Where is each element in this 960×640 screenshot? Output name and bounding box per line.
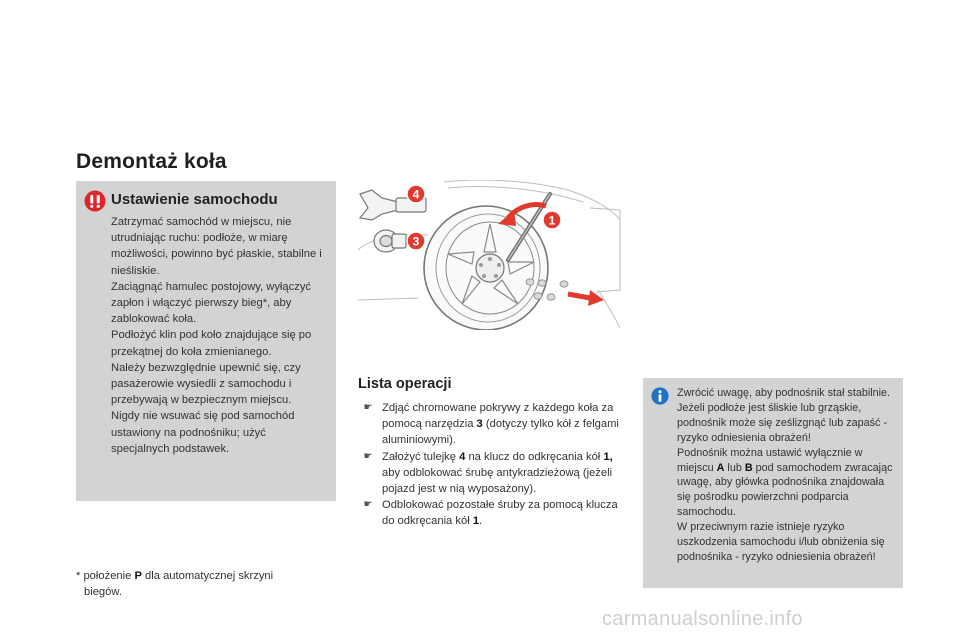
info-paragraph: Zwrócić uwagę, aby podnośnik stał stabilnie. Jeżeli podłoże jest śliskie lub grząskie, podnośnik może się ześlizgnąć lub zapaść - ryzyko odniesienia obrażeń! — [677, 387, 891, 444]
warning-title: Ustawienie samochodu — [111, 191, 278, 208]
page-title: Demontaż koła — [76, 150, 227, 173]
info-icon — [651, 387, 669, 405]
operations-title: Lista operacji — [358, 376, 452, 392]
info-box — [643, 378, 903, 588]
footnote: * położenie P dla automatycznej skrzyni biegów. — [76, 570, 274, 599]
svg-text:3: 3 — [412, 234, 420, 249]
warning-paragraph: Nigdy nie wsuwać się pod samochód ustawiony na podnośniku; użyć specjalnych podstawek. — [111, 410, 295, 455]
list-item: ☛ Założyć tulejkę 4 na klucz do odkręcania kół 1, aby odblokować śrubę antykradzieżową (jeżeli pojazd jest w nią wyposażony). — [363, 450, 613, 496]
info-text — [677, 386, 899, 565]
warning-paragraph: Zatrzymać samochód w miejscu, nie utrudniając ruchu: podłoże, w miarę możliwości, powinno być płaskie, stabilne i nieśliskie. — [111, 216, 322, 277]
operations-list — [362, 400, 624, 530]
wheel-removal-illustration — [358, 180, 622, 330]
warning-icon — [84, 190, 106, 212]
outward-arrow-icon — [568, 294, 590, 298]
list-item: ☛ Zdjąć chromowane pokrywy z każdego koła za pomocą narzędzia 3 (dotyczy tylko kół z felgami aluminiowymi). — [363, 402, 619, 447]
callout-4-icon — [407, 232, 425, 250]
info-paragraph: W przeciwnym razie istnieje ryzyko uszkodzenia samochodu i/lub obniżenia się podnośnika - ryzyko odniesienia obrażeń! — [677, 521, 885, 563]
callout-3-icon — [407, 185, 425, 203]
callout-1-icon — [543, 211, 561, 229]
watermark: carmanualsonline.info — [602, 608, 803, 630]
svg-text:4: 4 — [412, 187, 420, 202]
warning-paragraph: Podłożyć klin pod koło znajdujące się po przekątnej do koła zmienianego. — [111, 329, 312, 358]
warning-paragraph: Zaciągnąć hamulec postojowy, wyłączyć zapłon i włączyć pierwszy bieg*, aby zablokować koła. — [111, 280, 312, 326]
warning-box — [76, 181, 336, 501]
warning-paragraph: Należy bezwzględnie upewnić się, czy pasażerowie wysiedli z samochodu i przebywają w bezpiecznym miejscu. — [111, 361, 301, 407]
info-paragraph: Podnośnik można ustawić wyłącznie w miejscu A lub B pod samochodem zwracając uwagę, aby główka podnośnika znajdowała się pośrodku powierzchni podparcia samochodu. — [677, 446, 893, 519]
svg-text:1: 1 — [548, 213, 556, 228]
hand-pointer-icon: ☛ — [363, 450, 373, 462]
warning-text — [111, 214, 326, 457]
hand-pointer-icon: ☛ — [363, 402, 373, 413]
anti-theft-socket — [374, 230, 406, 252]
hand-pointer-icon: ☛ — [363, 499, 373, 511]
list-item: ☛ Odblokować pozostałe śruby za pomocą klucza do odkręcania kół 1. — [363, 499, 618, 528]
